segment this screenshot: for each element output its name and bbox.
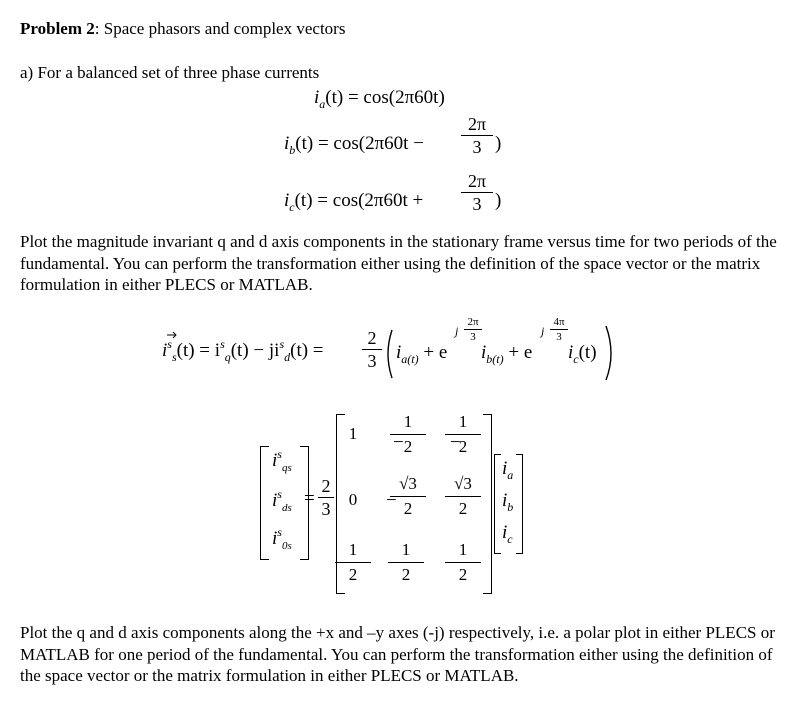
rhs-vector-right-bracket (516, 454, 523, 554)
instruction-paragraph-2: Plot the q and d axis components along the +x and –y axes (-j) respectively, i.e. a polar plot in either PLECS or MATLAB for one period of the fundamental. You can perform the transformation either using the definition of the space vector or the matrix formulation in either PLECS or MATLAB. (20, 623, 775, 685)
equation-ib: $i_b(t) = \cos(2\pi 60t$ − (284, 133, 424, 157)
equation-ic: $i_c(t) = \cos(2\pi 60t$ + (284, 190, 424, 214)
matrix-r1c3: 1 2 (445, 412, 481, 457)
lhs-i0s: $i^s$ (272, 525, 282, 549)
rhs-vector-left-bracket (494, 454, 501, 554)
lhs-i0s-sub: 0s (282, 540, 292, 552)
matrix-r3c2: 1 2 (388, 540, 424, 585)
matrix-r1c3-sign: − (450, 432, 461, 453)
instruction-paragraph-1: Plot the magnitude invariant q and d axis components in the stationary frame versus time for two periods of the fundamental. You can perform the transformation either using the definition of the space vector or the matrix formulation in either PLECS or MATLAB. (20, 232, 777, 294)
exponent-fraction-2: 4π 3 (550, 316, 568, 343)
matrix-r2c2: √3 2 (390, 474, 426, 519)
space-vector-term-b: $i_{b(t)} + e$ (481, 342, 533, 366)
equation-ia: $i_a(t) = \cos(2\pi 60t)$ (314, 87, 445, 111)
space-vector-term-a: $i_{a(t)} + e$ (396, 342, 448, 366)
rhs-ib: $i_b$ (502, 490, 514, 514)
matrix-r3c1: 1 2 (335, 540, 371, 585)
rhs-ia: $i_a$ (502, 458, 514, 482)
problem-number: Problem 2 (20, 19, 95, 38)
lhs-iqs: $i^s$ (272, 447, 282, 471)
matrix-r1c2: 1 2 (390, 412, 426, 457)
equation-ib-fraction: 2π 3 (461, 114, 493, 157)
part-a-intro: a) For a balanced set of three phase currents (20, 63, 320, 82)
exponent-fraction-1: 2π 3 (464, 316, 482, 343)
matrix-r2c1: 0 (348, 490, 358, 509)
matrix-r1c2-sign: − (393, 432, 404, 453)
rhs-ic: $i_c$ (502, 522, 513, 546)
lhs-ids-sub: ds (282, 502, 292, 514)
matrix-right-bracket (483, 414, 492, 594)
problem-title: : Space phasors and complex vectors (94, 19, 346, 38)
matrix-coefficient: 2 3 (318, 476, 334, 519)
exponent-j-1: j (455, 324, 459, 338)
lhs-ids: $i^s$ (272, 487, 282, 511)
exponent-j-2: j (541, 324, 545, 338)
space-vector-term-c: $i_c(t)$ (568, 342, 597, 366)
matrix-r2c3: √3 2 (445, 474, 481, 519)
matrix-r1c1: 1 (348, 424, 358, 443)
matrix-r3c3: 1 2 (445, 540, 481, 585)
space-vector-definition: $i^s_s(t) = i^s_q(t) - ji^s_d(t)$ = (162, 337, 324, 364)
lhs-vector-left-bracket (260, 446, 269, 560)
matrix-r2c2-sign: − (386, 490, 397, 511)
equation-ic-fraction: 2π 3 (461, 171, 493, 214)
equation-ic-close: ) (495, 190, 502, 211)
lhs-iqs-sub: qs (282, 462, 292, 474)
matrix-equals-sign: = (304, 488, 315, 509)
equation-ib-close: ) (495, 133, 502, 154)
space-vector-coefficient: 2 3 (362, 328, 382, 371)
